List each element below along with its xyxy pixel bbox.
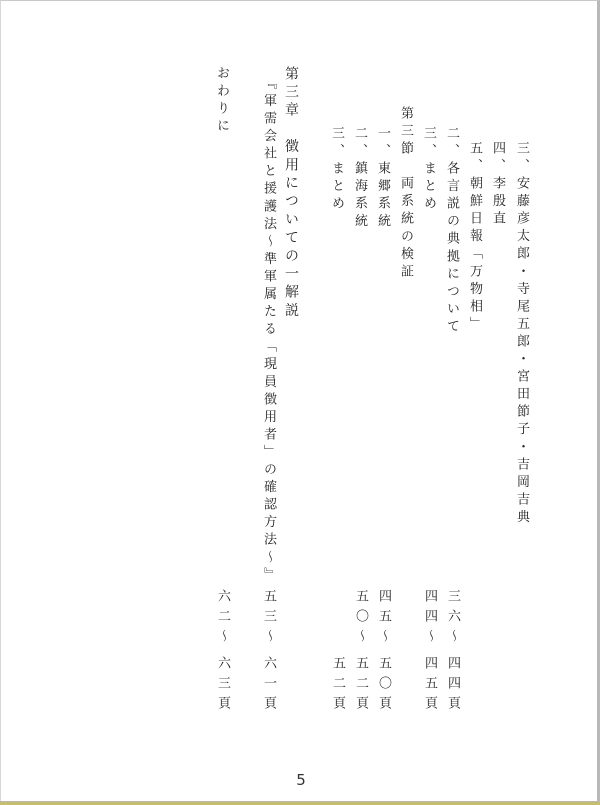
page-number: 5 xyxy=(296,771,306,789)
page-start-summary-1: 四五～ xyxy=(376,589,391,650)
toc-entry-chapter-3: 第三章 徴用についての一解説 xyxy=(283,66,299,321)
page-start-owarini: 六二～ xyxy=(215,589,230,650)
toc-entry-ri: 四、李殷直 xyxy=(490,141,505,229)
toc-entry-owarini: おわりに xyxy=(214,66,229,137)
toc-entry-section-3: 第三節 両系統の検証 xyxy=(398,106,413,282)
page-end-gunju: 六一頁 xyxy=(261,656,276,717)
toc-entry-togo: 一、東郷系統 xyxy=(375,126,390,232)
toc-entry-ando: 三、安藤彦太郎・寺尾五郎・宮田節子・吉岡吉典 xyxy=(514,141,529,528)
toc-entry-sources: 二、各言説の典拠について xyxy=(444,126,459,337)
page-start-gunju: 五三～ xyxy=(261,589,276,650)
page-end-chosun: 四五頁 xyxy=(422,656,437,717)
toc-entry-chosun: 五、朝鮮日報「万物相」 xyxy=(467,141,482,335)
page-start-chosun: 四四～ xyxy=(422,589,437,650)
page-end-summary-1: 五〇頁 xyxy=(376,656,391,717)
page-end-owarini: 六三頁 xyxy=(215,656,230,717)
toc-entry-summary-2: 三、まとめ xyxy=(329,126,344,214)
toc-entry-chinkai: 二、鎮海系統 xyxy=(352,126,367,232)
page-chapter-3: 五二頁 xyxy=(330,656,345,717)
toc-entry-summary-1: 三、まとめ xyxy=(421,126,436,214)
page-end-ando: 四四頁 xyxy=(445,656,460,717)
toc-entry-gunju: 『軍需会社と援護法～準軍属たる「現員徴用者」の確認方法～』 xyxy=(261,76,276,585)
page-start-ando: 三六～ xyxy=(445,589,460,650)
page-bottom-edge xyxy=(0,801,600,805)
page-end-togo: 五二頁 xyxy=(353,656,368,717)
page-start-togo: 五〇～ xyxy=(353,589,368,650)
